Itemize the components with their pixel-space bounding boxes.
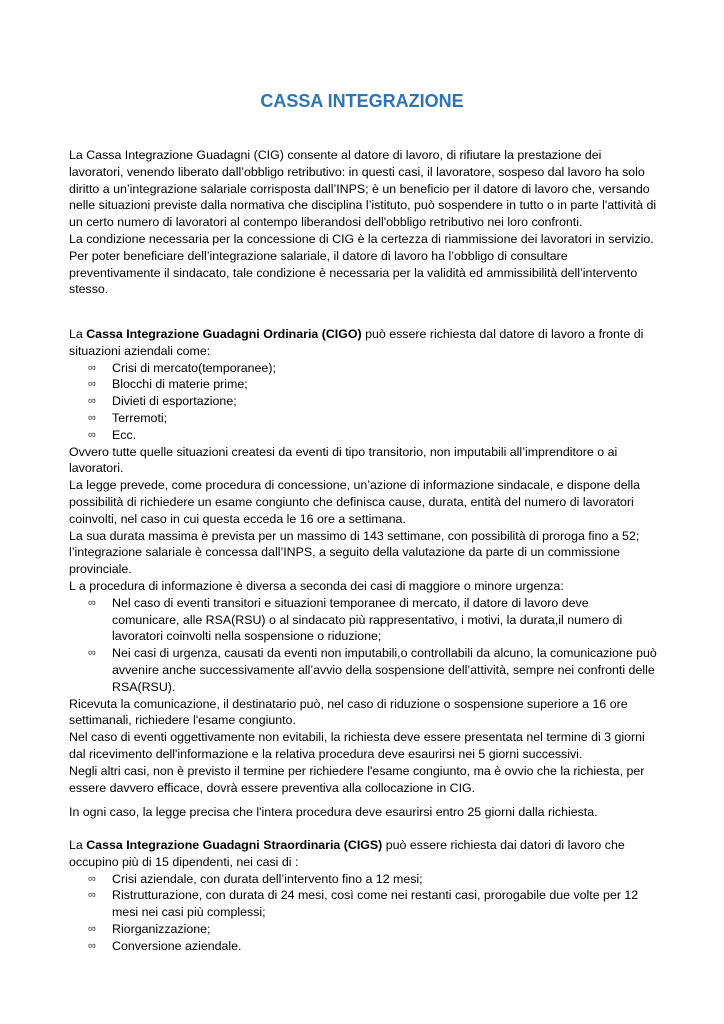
infinity-bullet-icon: ∞	[88, 889, 96, 902]
cigo-final-note	[69, 804, 659, 821]
list-item: ∞ Terremoti;	[88, 410, 168, 425]
list-item: ∞ Nei casi di urgenza, causati da eventi non imputabili,o controllabili da alcuno, la comunicazione può avvenire anche successivamente all’avvio della sospensione dell’attività, sempre nei confronti delle RSA(RSU).	[88, 646, 657, 694]
cigs-term: Cassa Integrazione Guadagni Straordinaria (CIGS)	[86, 838, 383, 852]
intro-union-paragraph: Per poter beneficiare dell’integrazione salariale, il datore di lavoro ha l’obbligo di consultare preventivamente il sindacato, tale condizione è necessaria per la validità ed ammissibilità dell’intervento stesso.	[69, 248, 638, 297]
cigo-paragraph: In ogni caso, la legge precisa che l'intera procedura deve esaurirsi entro 25 giorni dalla richiesta.	[69, 805, 598, 819]
infinity-bullet-icon: ∞	[88, 411, 96, 424]
list-item: ∞ Conversione aziendale.	[88, 938, 242, 953]
cigo-heading-paragraph: La Cassa Integrazione Guadagni Ordinaria (CIGO) può essere richiesta dal datore di lavoro a fronte di situazioni aziendali come:	[69, 327, 644, 358]
intro-paragraph: La Cassa Integrazione Guadagni (CIG) consente al datore di lavoro, di rifiutare la prestazione dei lavoratori, venendo liberato dall’obbligo retributivo: in questi casi, il lavoratore, sospeso dal lavoro ha solo diritto a un’integrazione salariale corrisposta dall’INPS; è un beneficio per il datore di lavoro che, versando nelle situazioni previste dalla normativa che disciplina l’istituto, può sospendere in tutto o in parte l'attività di un certo numero di lavoratori al contempo liberandosi dell'obbligo retributivo nei loro confronti.	[69, 148, 657, 230]
cigo-paragraph: Ricevuta la comunicazione, il destinatario può, nel caso di riduzione o sospensione superiore a 16 ore settimanali, richiedere l'esame congiunto.	[69, 696, 628, 728]
cigo-situations-list	[69, 360, 659, 444]
infinity-bullet-icon: ∞	[88, 647, 96, 660]
cigo-section	[69, 326, 659, 796]
list-item: ∞ Ristrutturazione, con durata di 24 mesi, così come nei restanti casi, prorogabile due volte per 12 mesi nei casi più complessi;	[88, 888, 639, 920]
list-item: ∞ Blocchi di materie prime;	[88, 377, 248, 392]
list-item: ∞ Divieti di esportazione;	[88, 394, 237, 409]
infinity-bullet-icon: ∞	[88, 395, 96, 408]
cigo-term: Cassa Integrazione Guadagni Ordinaria (CIGO)	[86, 327, 362, 341]
cigo-paragraph: La legge prevede, come procedura di concessione, un’azione di informazione sindacale, e dispone della possibilità di richiedere un esame congiunto che definisca cause, durata, entità del numero di lavoratori coinvolti, nel caso in cui questa ecceda le 16 ore a settimana.	[69, 478, 641, 526]
infinity-bullet-icon: ∞	[88, 872, 96, 885]
intro-condition-paragraph: La condizione necessaria per la concessione di CIG è la certezza di riammissione dei lavoratori in servizio.	[69, 231, 654, 246]
list-item: ∞ Crisi aziendale, con durata dell’intervento fino a 12 mesi;	[88, 871, 423, 886]
list-item: ∞ Riorganizzazione;	[88, 921, 211, 936]
infinity-bullet-icon: ∞	[88, 939, 96, 952]
infinity-bullet-icon: ∞	[88, 378, 96, 391]
cigo-paragraph: Nel caso di eventi oggettivamente non evitabili, la richiesta deve essere presentata nel termine di 3 giorni dal ricevimento dell'informazione e la relativa procedura deve esaurirsi nei 5 giorni successivi.	[69, 730, 645, 761]
cigo-paragraph: Ovvero tutte quelle situazioni createsi da eventi di tipo transitorio, non imputabili all’imprenditore o ai lavoratori.	[69, 444, 618, 476]
cigo-urgency-list	[69, 595, 659, 696]
cigs-section	[69, 837, 659, 955]
infinity-bullet-icon: ∞	[88, 922, 96, 935]
infinity-bullet-icon: ∞	[88, 596, 96, 609]
cigo-paragraph: Negli altri casi, non è previsto il termine per richiedere l'esame congiunto, ma è ovvio che la richiesta, per essere davvero efficace, dovrà essere preventiva alla collocazione in CIG.	[69, 763, 645, 795]
cigs-cases-list	[69, 871, 659, 955]
list-item: ∞ Ecc.	[88, 427, 137, 442]
cigo-paragraph: L a procedura di informazione è diversa a seconda dei casi di maggiore o minore urgenza:	[69, 578, 564, 593]
cigo-paragraph: La sua durata massima è prevista per un massimo di 143 settimane, con possibilità di proroga fino a 52; l’integrazione salariale è concessa dall’INPS, a seguito della valutazione da parte di un commissione provinciale.	[69, 528, 640, 577]
page-title: CASSA INTEGRAZIONE	[260, 91, 464, 111]
intro-section	[69, 147, 659, 298]
list-item: ∞ Crisi di mercato(temporanee);	[88, 360, 276, 375]
infinity-bullet-icon: ∞	[88, 428, 96, 441]
list-item: ∞ Nel caso di eventi transitori e situazioni temporanee di mercato, il datore di lavoro deve comunicare, alle RSA(RSU) o al sindacato più rappresentativo, i motivi, la durata,il numero di lavoratori coinvolti nella sospensione o riduzione;	[88, 595, 623, 644]
infinity-bullet-icon: ∞	[88, 361, 96, 374]
cigs-heading-paragraph: La Cassa Integrazione Guadagni Straordinaria (CIGS) può essere richiesta dai datori di lavoro che occupino più di 15 dipendenti, nei casi di :	[69, 838, 625, 869]
